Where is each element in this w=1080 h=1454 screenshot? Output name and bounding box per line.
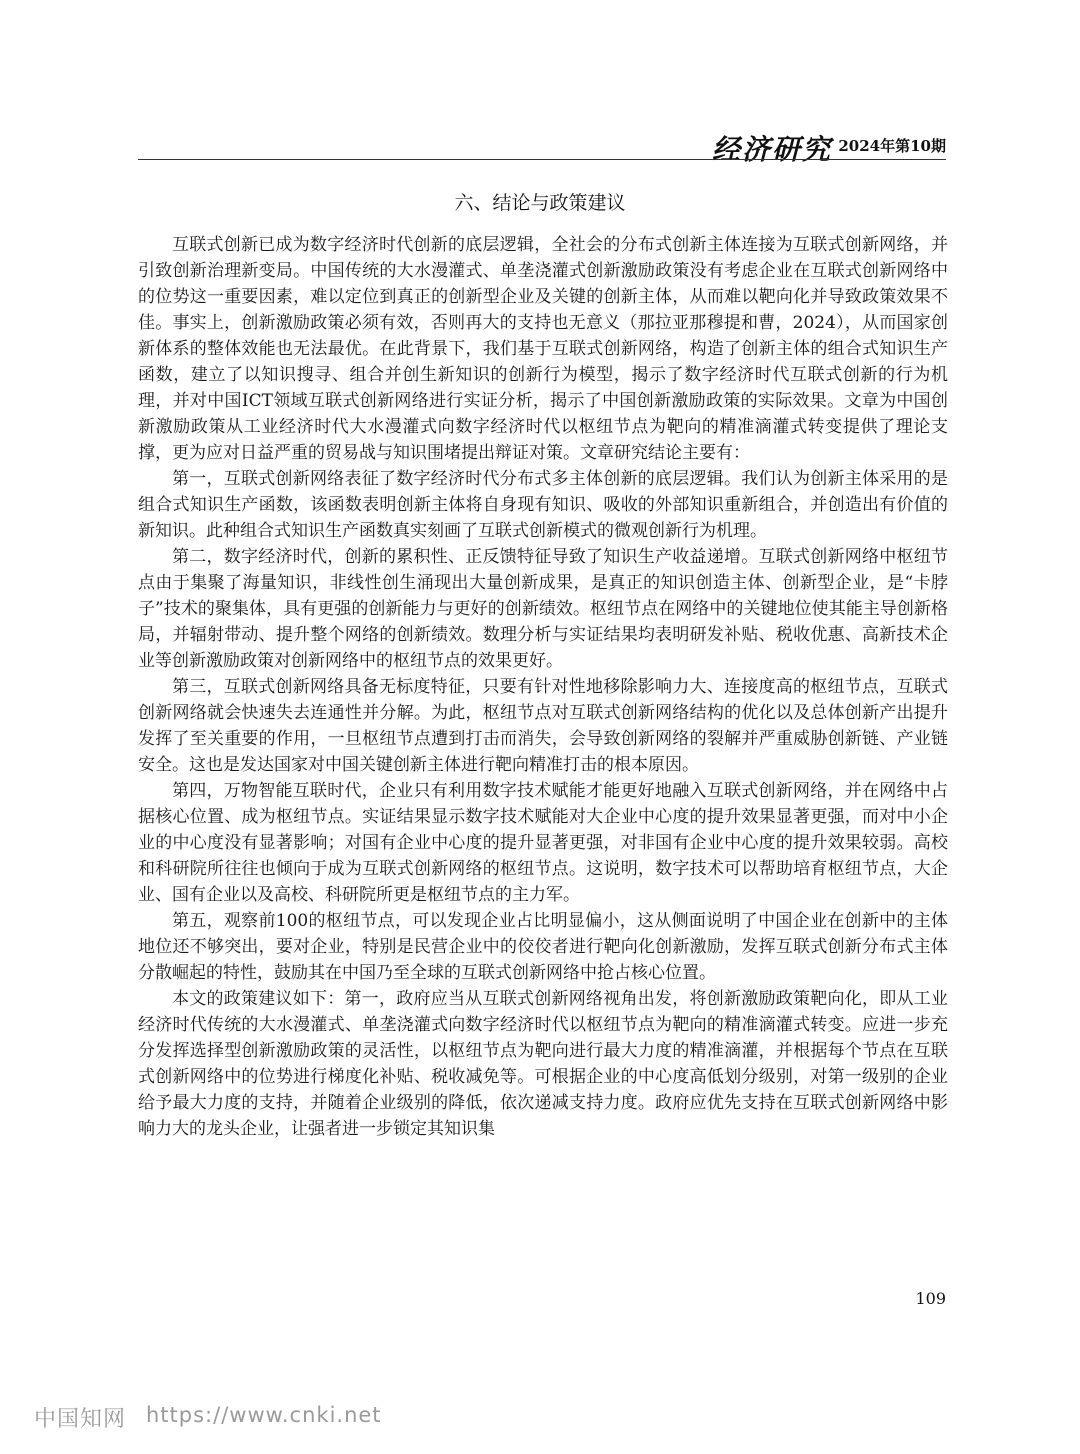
header-rule — [138, 159, 946, 160]
paragraph-intro: 互联式创新已成为数字经济时代创新的底层逻辑，全社会的分布式创新主体连接为互联式创新网络，并引致创新治理新变局。中国传统的大水漫灌式、单垄浇灌式创新激励政策没有考虑企业在互联式创新网络中的位势这一重要因素，难以定位到真正的创新型企业及关键的创新主体，从而难以靶向化并导致政策效果不佳。事实上，创新激励政策必须有效，否则再大的支持也无意义（那拉亚那穆提和曹，2024），从而国家创新体系的整体效能也无法最优。在此背景下，我们基于互联式创新网络，构造了创新主体的组合式知识生产函数，建立了以知识搜寻、组合并创生新知识的创新行为模型，揭示了数字经济时代互联式创新的行为机理，并对中国ICT领域互联式创新网络进行实证分析，揭示了中国创新激励政策的实际效果。文章为中国创新激励政策从工业经济时代大水漫灌式向数字经济时代以枢纽节点为靶向的精准滴灌式转变提供了理论支撑，更为应对日益严重的贸易战与知识围堵提出辩证对策。文章研究结论主要有： — [138, 235, 948, 463]
issue-label: 2024年第10期 — [838, 137, 946, 155]
paragraph-conclusion-5: 第五，观察前100的枢纽节点，可以发现企业占比明显偏小，这从侧面说明了中国企业在创新中的主体地位还不够突出，要对企业，特别是民营企业中的佼佼者进行靶向化创新激励，发挥互联式创新分布式主体分散崛起的特性，鼓励其在中国乃至全球的互联式创新网络中抢占核心位置。 — [138, 911, 948, 983]
paragraph-conclusion-3: 第三，互联式创新网络具备无标度特征，只要有针对性地移除影响力大、连接度高的枢纽节点，互联式创新网络就会快速失去连通性并分解。为此，枢纽节点对互联式创新网络结构的优化以及总体创新产出提升发挥了至关重要的作用，一旦枢纽节点遭到打击而消失，会导致创新网络的裂解并严重威胁创新链、产业链安全。这也是发达国家对中国关键创新主体进行靶向精准打击的根本原因。 — [138, 677, 948, 775]
paragraph-conclusion-1: 第一，互联式创新网络表征了数字经济时代分布式多主体创新的底层逻辑。我们认为创新主体采用的是组合式知识生产函数，该函数表明创新主体将自身现有知识、吸收的外部知识重新组合，并创造出有价值的新知识。此种组合式知识生产函数真实刻画了互联式创新模式的微观创新行为机理。 — [138, 469, 948, 541]
page-number: 109 — [915, 1289, 946, 1308]
watermark-site-name: 中国知网 — [34, 1407, 127, 1432]
body-text — [138, 232, 948, 1142]
running-header — [138, 128, 946, 166]
paragraph-conclusion-4: 第四，万物智能互联时代，企业只有利用数字技术赋能才能更好地融入互联式创新网络，并在网络中占据核心位置、成为枢纽节点。实证结果显示数字技术赋能对大企业中心度的提升效果显著更强，而对中小企业的中心度没有显著影响；对国有企业中心度的提升显著更强，对非国有企业中心度的提升效果较弱。高校和科研院所往往也倾向于成为互联式创新网络的枢纽节点。这说明，数字技术可以帮助培育枢纽节点，大企业、国有企业以及高校、科研院所更是枢纽节点的主力军。 — [138, 781, 948, 905]
journal-name-logo: 经济研究 — [711, 133, 832, 166]
watermark-url[interactable]: https://www.cnki.net — [146, 1403, 382, 1427]
paragraph-conclusion-2: 第二，数字经济时代，创新的累积性、正反馈特征导致了知识生产收益递增。互联式创新网络中枢纽节点由于集聚了海量知识，非线性创生涌现出大量创新成果，是真正的知识创造主体、创新型企业，是“卡脖子”技术的聚集体，具有更强的创新能力与更好的创新绩效。枢纽节点在网络中的关键地位使其能主导创新格局，并辐射带动、提升整个网络的创新绩效。数理分析与实证结果均表明研发补贴、税收优惠、高新技术企业等创新激励政策对创新网络中的枢纽节点的效果更好。 — [138, 547, 948, 671]
paragraph-policy: 本文的政策建议如下：第一，政府应当从互联式创新网络视角出发，将创新激励政策靶向化，即从工业经济时代传统的大水漫灌式、单垄浇灌式向数字经济时代以枢纽节点为靶向的精准滴灌式转变。应进一步充分发挥选择型创新激励政策的灵活性，以枢纽节点为靶向进行最大力度的精准滴灌，并根据每个节点在互联式创新网络中的位势进行梯度化补贴、税收减免等。可根据企业的中心度高低划分级别，对第一级别的企业给予最大力度的支持，并随着企业级别的降低，依次递减支持力度。政府应优先支持在互联式创新网络中影响力大的龙头企业，让强者进一步锁定其知识集 — [138, 989, 948, 1139]
section-title: 六、结论与政策建议 — [454, 192, 626, 214]
